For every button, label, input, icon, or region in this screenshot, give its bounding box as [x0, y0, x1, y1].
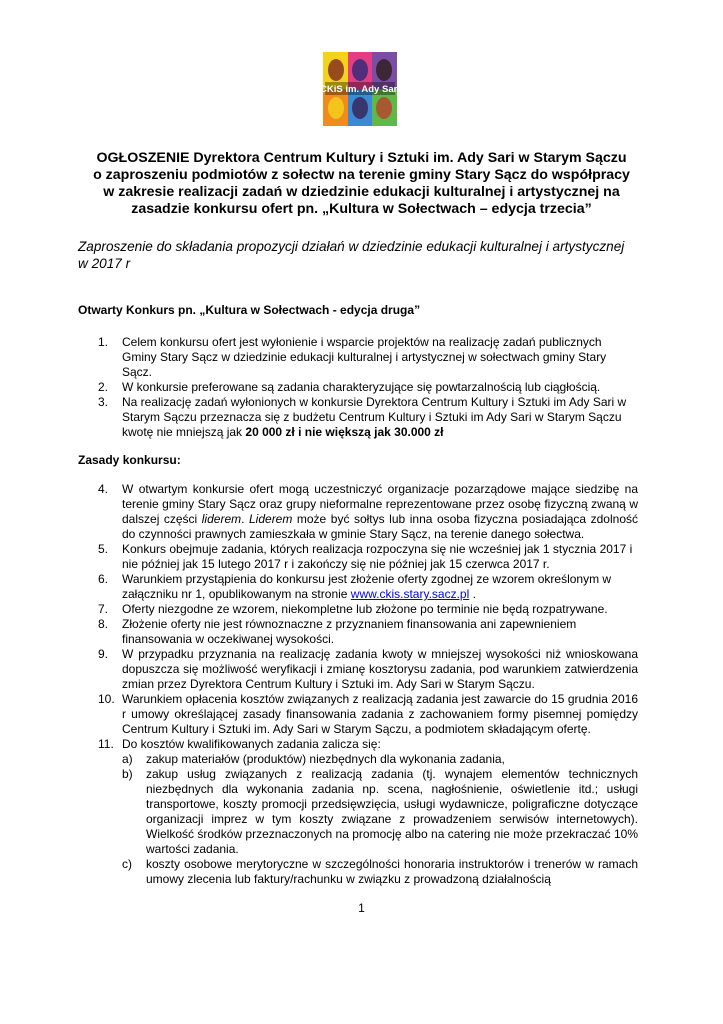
invitation-text	[78, 238, 648, 272]
list-item	[98, 647, 638, 692]
list-item	[98, 572, 638, 602]
sub-list-item	[122, 767, 638, 857]
list-text: Konkurs obejmuje zadania, których realizacja rozpoczyna się nie wcześniej jak 1 stycznia 2017 i nie później jak 15 lutego 2017 r i zakończy się nie później jak 15 czerwca 2017 r.	[122, 542, 633, 571]
list-number: 4.	[98, 482, 109, 496]
competition-rules-list	[98, 482, 638, 887]
list-item	[98, 617, 638, 647]
list-text: Celem konkursu ofert jest wyłonienie i wsparcie projektów na realizację zadań publicznych Gminy Stary Sącz w dziedzinie edukacji kulturalnej i artystycznej w sołectwach gminy Stary Sącz.	[122, 335, 607, 379]
list-item	[98, 335, 638, 380]
ckis-logo	[323, 52, 397, 126]
list-item	[98, 380, 638, 395]
rule-text: .	[241, 512, 249, 526]
list-item	[98, 692, 638, 737]
list-number: 10.	[98, 692, 115, 706]
rule-text: .	[469, 587, 476, 601]
list-number: 8.	[98, 617, 109, 631]
svg-text:CKiS im. Ady Sari: CKiS im. Ady Sari	[323, 84, 397, 95]
sub-text: koszty osobowe merytoryczne w szczególności honoraria instruktorów i trenerów w ramach umowy zlecenia lub faktury/rachunku w związku z prowadzoną działalnością	[146, 857, 638, 886]
list-number: 9.	[98, 647, 109, 661]
sub-letter: b)	[122, 767, 133, 781]
leader-term: liderem	[201, 512, 242, 526]
list-number: 3.	[98, 395, 109, 409]
list-text	[122, 482, 638, 542]
heading-line: OGŁOSZENIE Dyrektora Centrum Kultury i Sztuki im. Ady Sari w Starym Sączu	[96, 150, 627, 166]
intro-line: w 2017 r	[78, 256, 131, 271]
list-item	[98, 542, 638, 572]
leader-term: Liderem	[249, 512, 293, 526]
rule-text: W otwartym konkursie ofert mogą uczestniczyć organizacje pozarządowe mające siedzibę na terenie gminy Stary Sącz oraz grupy nieformalne reprezentowane przez osobę fizyczną zwaną w dalszej części	[122, 482, 638, 526]
budget-amount: 20 000 zł i nie większą jak 30.000 zł	[245, 425, 444, 439]
list-number: 5.	[98, 542, 109, 556]
list-item	[98, 737, 638, 752]
intro-line: Zaproszenie do składania propozycji działań w dziedzinie edukacji kulturalnej i artystycznej	[78, 239, 625, 254]
list-item	[98, 482, 638, 542]
list-number: 11.	[98, 737, 114, 751]
list-text	[122, 572, 638, 602]
rule-text: Warunkiem przystąpienia do konkursu jest złożenie oferty zgodnej ze wzorem określonym w załączniku nr 1, opublikowanym na stronie	[122, 572, 612, 601]
heading-line: zasadzie konkursu ofert pn. „Kultura w Sołectwach – edycja trzecia”	[131, 201, 592, 217]
heading-line: o zaproszeniu podmiotów z sołectw na terenie gminy Stary Sącz do współpracy	[93, 167, 630, 183]
sub-text: zakup usług związanych z realizacją zadania (tj. wynajem elementów technicznych niezbędnych dla wykonania zadania np. scena, nagłośnienie, oświetlenie itd.; usługi transportowe, koszty promocji przedsięwzięcia, usługi wydawnicze, poligraficzne dotyczące organizacji imprez w tym koszty związane z prowadzeniem serwisów internetowych). Wielkość środków przeznaczonych na promocję albo na catering nie może przekraczać 10% wartości zadania.	[146, 767, 638, 856]
sub-letter: a)	[122, 752, 133, 766]
list-item	[98, 602, 638, 617]
sub-list-item	[122, 752, 638, 767]
list-text: Warunkiem opłacenia kosztów związanych z realizacją zadania jest zawarcie do 15 grudnia 2016 r umowy określającej zasady finansowania zadania z zachowaniem formy pisemnej pomiędzy Centrum Kultury i Sztuki im. Ady Sari w Starym Sączu, a podmiotem składającym ofertę.	[122, 692, 638, 736]
announcement-heading	[70, 150, 653, 218]
logo-image	[323, 52, 397, 126]
sub-letter: c)	[122, 857, 132, 871]
heading-line: w zakresie realizacji zadań w dziedzinie edukacji kulturalnej i artystycznej na	[103, 184, 620, 200]
list-text: Do kosztów kwalifikowanych zadania zalicza się:	[122, 737, 381, 751]
list-text: W przypadku przyznania na realizację zadania kwoty w mniejszej wysokości niż wnioskowana dopuszcza się możliwość weryfikacji i zmianę kosztorysu zadania, pod warunkiem zatwierdzenia zmian przez Dyrektora Centrum Kultury i Sztuki im. Ady Sari w Starym Sączu.	[122, 647, 638, 691]
list-text: Złożenie oferty nie jest równoznaczne z przyznaniem finansowania ani zapewnieniem finansowania w oczekiwanej wysokości.	[122, 617, 577, 646]
competition-goals-list	[98, 335, 638, 440]
list-number: 6.	[98, 572, 109, 586]
list-number: 7.	[98, 602, 109, 616]
budget-text: Na realizację zadań wyłonionych w konkursie Dyrektora Centrum Kultury i Sztuki im Ady Sari w Starym Sączu przeznacza się z budżetu Centrum Kultury i Sztuki im Ady Sari w Starym Sączu kwotę nie mniejszą jak	[122, 395, 627, 439]
rule-text: może być sołtys lub inna osoba fizyczna posiadająca zdolność do czynności prawnych zamieszkała w gminie Stary Sącz, na terenie danego sołectwa.	[122, 512, 638, 541]
ckis-website-link[interactable]: www.ckis.stary.sacz.pl	[350, 587, 470, 601]
section-title-rules: Zasady konkursu:	[78, 453, 181, 467]
list-text: Oferty niezgodne ze wzorem, niekompletne lub złożone po terminie nie będą rozpatrywane.	[122, 602, 608, 616]
sub-list-item	[122, 857, 638, 887]
list-item	[98, 395, 638, 440]
list-text	[122, 395, 638, 440]
page-number: 1	[358, 901, 365, 915]
list-number: 2.	[98, 380, 109, 394]
list-text: W konkursie preferowane są zadania charakteryzujące się powtarzalnością lub ciągłością.	[122, 380, 601, 394]
section-title-competition: Otwarty Konkurs pn. „Kultura w Sołectwach - edycja druga”	[78, 303, 421, 317]
list-number: 1.	[98, 335, 109, 349]
sub-text: zakup materiałów (produktów) niezbędnych dla wykonania zadania,	[146, 752, 505, 766]
